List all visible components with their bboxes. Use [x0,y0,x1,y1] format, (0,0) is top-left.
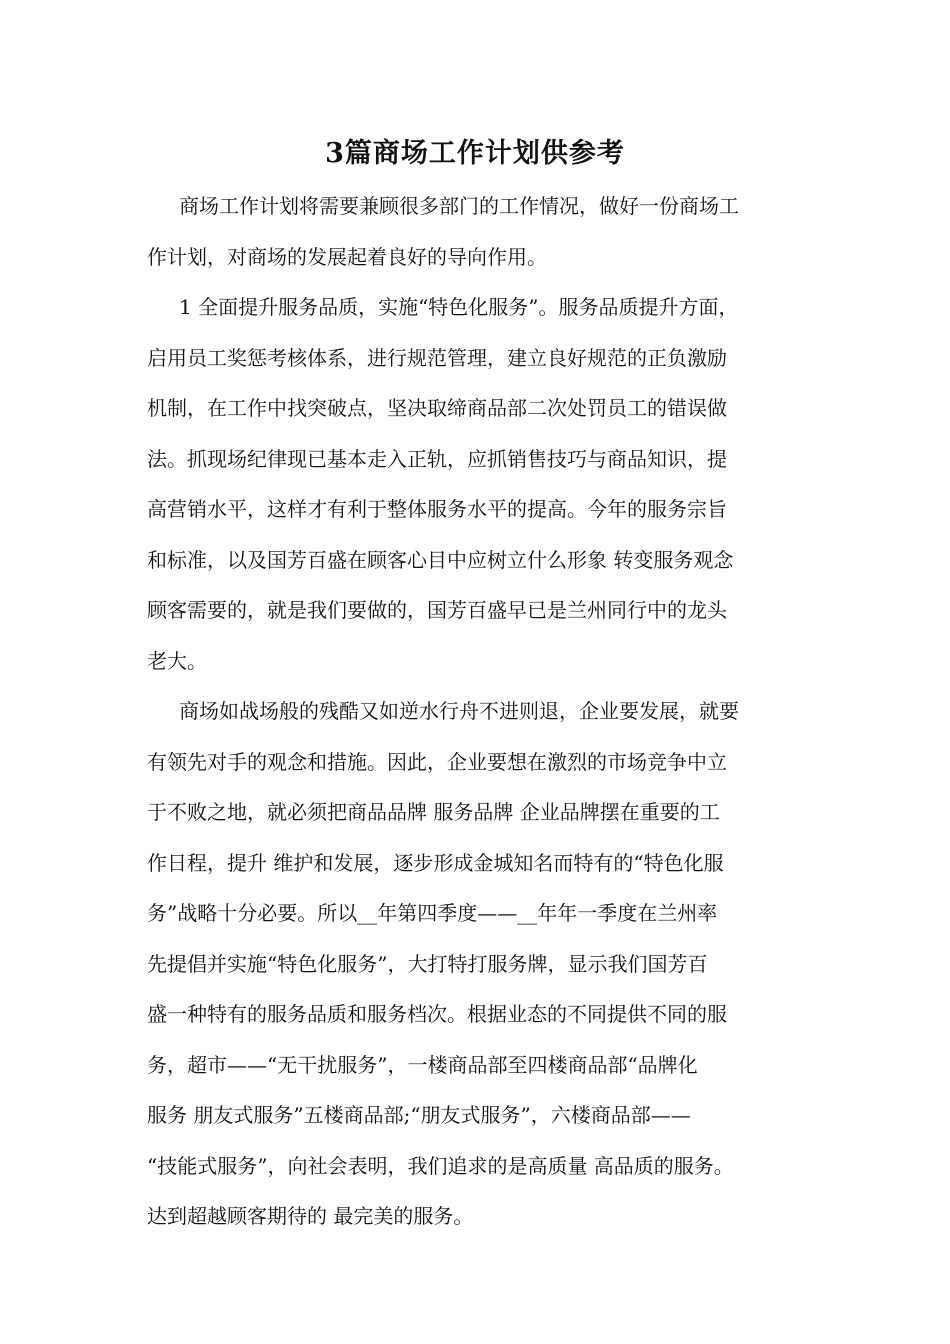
text-line: 1 全面提升服务品质，实施“特色化服务”。服务品质提升方面， [179,295,739,319]
text-line: 商场如战场般的残酷又如逆水行舟不进则退，企业要发展，就要 [179,699,739,723]
text-line: 老大。 [147,648,207,673]
text-line: 有领先对手的观念和措施。因此，企业要想在激烈的市场竞争中立 [147,749,727,774]
text-line: 务，超市——“无干扰服务”，一楼商品部至四楼商品部“品牌化 [147,1052,698,1077]
text-line: 务”战略十分必要。所以__年第四季度——__年年一季度在兰州率 [147,901,718,925]
document-title: 3篇商场工作计划供参考 [325,138,625,169]
text-line: 盛一种特有的服务品质和服务档次。根据业态的不同提供不同的服 [147,1002,727,1026]
text-line: 顾客需要的，就是我们要做的，国芳百盛早已是兰州同行中的龙头 [147,598,727,622]
text-line: 机制，在工作中找突破点，坚决取缔商品部二次处罚员工的错误做 [147,396,727,420]
text-line: “技能式服务”，向社会表明，我们追求的是高质量 高品质的服务。 [147,1153,734,1178]
text-line: 和标准，以及国芳百盛在顾客心目中应树立什么形象 转变服务观念 [147,547,734,572]
text-line: 法。抓现场纪律现已基本走入正轨，应抓销售技巧与商品知识，提 [147,446,727,471]
document-body [147,181,827,1242]
text-line: 高营销水平，这样才有利于整体服务水平的提高。今年的服务宗旨 [147,497,727,521]
text-line: 商场工作计划将需要兼顾很多部门的工作情况，做好一份商场工 [179,194,739,218]
text-line: 作计划，对商场的发展起着良好的导向作用。 [147,244,547,269]
text-line: 达到超越顾客期待的 最完美的服务。 [147,1204,474,1228]
text-line: 作日程，提升 维护和发展，逐步形成金城知名而特有的“特色化服 [147,850,724,875]
text-line: 服务 朋友式服务”五楼商品部;“朋友式服务”，六楼商品部—— [147,1103,691,1127]
text-line: 启用员工奖惩考核体系，进行规范管理，建立良好规范的正负激励 [147,345,727,370]
text-line: 先提倡并实施“特色化服务”，大打特打服务牌，显示我们国芳百 [147,951,708,976]
text-line: 于不败之地，就必须把商品品牌 服务品牌 企业品牌摆在重要的工 [147,800,720,824]
